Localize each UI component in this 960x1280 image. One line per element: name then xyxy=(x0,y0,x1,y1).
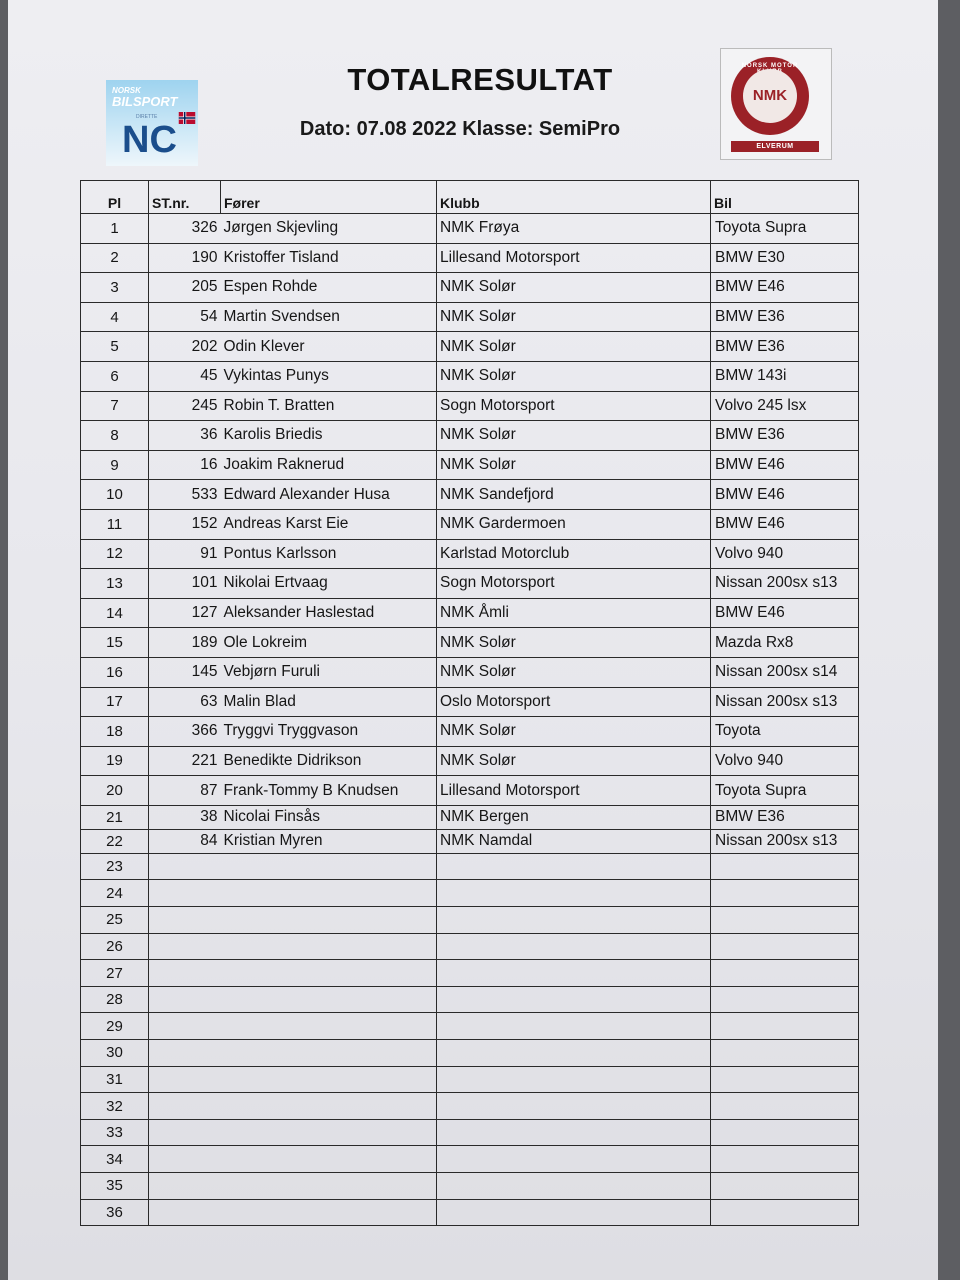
table-row-empty xyxy=(81,853,859,880)
club-cell: NMK Solør xyxy=(437,657,711,687)
place-cell: 6 xyxy=(81,361,149,391)
empty-cell xyxy=(437,933,711,960)
empty-cell xyxy=(437,1093,711,1120)
date-class-subtitle: Dato: 07.08 2022 Klasse: SemiPro xyxy=(299,118,621,140)
header-driver: Fører xyxy=(221,181,437,214)
logo-nc-mark: NC xyxy=(122,119,177,161)
car-cell: Volvo 245 lsx xyxy=(711,391,859,421)
empty-cell xyxy=(221,986,437,1013)
empty-cell xyxy=(437,1119,711,1146)
driver-cell: Kristoffer Tisland xyxy=(221,243,437,273)
logo-line3: DIRETTE xyxy=(136,114,158,120)
driver-cell: Robin T. Bratten xyxy=(221,391,437,421)
place-cell: 5 xyxy=(81,332,149,362)
start-number-cell: 189 xyxy=(149,628,221,658)
empty-cell xyxy=(221,1013,437,1040)
place-cell: 22 xyxy=(81,829,149,853)
driver-cell: Benedikte Didrikson xyxy=(221,746,437,776)
driver-cell: Pontus Karlsson xyxy=(221,539,437,569)
start-number-cell: 205 xyxy=(149,273,221,303)
driver-cell: Vykintas Punys xyxy=(221,361,437,391)
car-cell: BMW E46 xyxy=(711,480,859,510)
start-number-cell: 190 xyxy=(149,243,221,273)
table-row xyxy=(81,687,859,717)
empty-cell xyxy=(711,1146,859,1173)
place-cell: 8 xyxy=(81,421,149,451)
car-cell: Volvo 940 xyxy=(711,539,859,569)
empty-cell xyxy=(711,933,859,960)
table-row xyxy=(81,539,859,569)
driver-cell: Martin Svendsen xyxy=(221,302,437,332)
driver-cell: Joakim Raknerud xyxy=(221,450,437,480)
car-cell: BMW E36 xyxy=(711,302,859,332)
empty-cell xyxy=(221,960,437,987)
club-cell: NMK Bergen xyxy=(437,805,711,829)
table-row xyxy=(81,805,859,829)
empty-cell xyxy=(711,1199,859,1226)
place-cell: 34 xyxy=(81,1146,149,1173)
driver-cell: Karolis Briedis xyxy=(221,421,437,451)
table-row xyxy=(81,361,859,391)
driver-cell: Nikolai Ertvaag xyxy=(221,569,437,599)
place-cell: 36 xyxy=(81,1199,149,1226)
empty-cell xyxy=(149,1013,221,1040)
place-cell: 15 xyxy=(81,628,149,658)
empty-cell xyxy=(221,1146,437,1173)
table-row xyxy=(81,214,859,244)
place-cell: 7 xyxy=(81,391,149,421)
table-row xyxy=(81,509,859,539)
place-cell: 16 xyxy=(81,657,149,687)
page-title: TOTALRESULTAT xyxy=(347,62,613,97)
club-cell: NMK Solør xyxy=(437,628,711,658)
club-cell: NMK Namdal xyxy=(437,829,711,853)
empty-cell xyxy=(221,880,437,907)
table-row-empty xyxy=(81,960,859,987)
start-number-cell: 54 xyxy=(149,302,221,332)
driver-cell: Edward Alexander Husa xyxy=(221,480,437,510)
table-row xyxy=(81,569,859,599)
start-number-cell: 16 xyxy=(149,450,221,480)
empty-cell xyxy=(711,853,859,880)
place-cell: 26 xyxy=(81,933,149,960)
empty-cell xyxy=(149,880,221,907)
car-cell: BMW E30 xyxy=(711,243,859,273)
empty-cell xyxy=(149,1093,221,1120)
table-row xyxy=(81,421,859,451)
start-number-cell: 221 xyxy=(149,746,221,776)
club-cell: NMK Solør xyxy=(437,361,711,391)
table-row-empty xyxy=(81,1040,859,1067)
empty-cell xyxy=(221,1093,437,1120)
empty-cell xyxy=(149,1199,221,1226)
empty-cell xyxy=(711,1173,859,1200)
table-header-row xyxy=(81,181,859,214)
place-cell: 4 xyxy=(81,302,149,332)
header-start-number: ST.nr. xyxy=(149,181,221,214)
place-cell: 29 xyxy=(81,1013,149,1040)
place-cell: 2 xyxy=(81,243,149,273)
logo-ring-text: NORSK MOTOR xyxy=(741,63,799,69)
place-cell: 32 xyxy=(81,1093,149,1120)
empty-cell xyxy=(437,1066,711,1093)
place-cell: 20 xyxy=(81,776,149,806)
place-cell: 30 xyxy=(81,1040,149,1067)
car-cell: BMW E46 xyxy=(711,450,859,480)
car-cell: Nissan 200sx s13 xyxy=(711,569,859,599)
start-number-cell: 366 xyxy=(149,717,221,747)
start-number-cell: 202 xyxy=(149,332,221,362)
place-cell: 25 xyxy=(81,907,149,934)
club-cell: Sogn Motorsport xyxy=(437,569,711,599)
table-row-empty xyxy=(81,1173,859,1200)
club-cell: NMK Frøya xyxy=(437,214,711,244)
empty-cell xyxy=(711,1040,859,1067)
logo-line2: BILSPORT xyxy=(112,94,178,109)
place-cell: 28 xyxy=(81,986,149,1013)
place-cell: 33 xyxy=(81,1119,149,1146)
start-number-cell: 326 xyxy=(149,214,221,244)
car-cell: Toyota xyxy=(711,717,859,747)
empty-cell xyxy=(437,1173,711,1200)
table-row xyxy=(81,776,859,806)
table-row xyxy=(81,480,859,510)
table-row-empty xyxy=(81,986,859,1013)
car-cell: Nissan 200sx s13 xyxy=(711,687,859,717)
table-row-empty xyxy=(81,1199,859,1226)
start-number-cell: 84 xyxy=(149,829,221,853)
empty-cell xyxy=(149,1173,221,1200)
start-number-cell: 145 xyxy=(149,657,221,687)
table-row xyxy=(81,746,859,776)
car-cell: BMW E36 xyxy=(711,421,859,451)
empty-cell xyxy=(437,1040,711,1067)
place-cell: 31 xyxy=(81,1066,149,1093)
car-cell: Nissan 200sx s14 xyxy=(711,657,859,687)
place-cell: 27 xyxy=(81,960,149,987)
table-row-empty xyxy=(81,907,859,934)
table-row xyxy=(81,598,859,628)
logo-band-text: ELVERUM xyxy=(731,141,819,152)
empty-cell xyxy=(221,853,437,880)
empty-cell xyxy=(711,1013,859,1040)
header-car: Bil xyxy=(711,181,859,214)
club-cell: NMK Åmli xyxy=(437,598,711,628)
place-cell: 10 xyxy=(81,480,149,510)
driver-cell: Frank-Tommy B Knudsen xyxy=(221,776,437,806)
empty-cell xyxy=(149,1066,221,1093)
table-row-empty xyxy=(81,1093,859,1120)
place-cell: 19 xyxy=(81,746,149,776)
club-cell: Karlstad Motorclub xyxy=(437,539,711,569)
start-number-cell: 38 xyxy=(149,805,221,829)
place-cell: 17 xyxy=(81,687,149,717)
start-number-cell: 91 xyxy=(149,539,221,569)
car-cell: Nissan 200sx s13 xyxy=(711,829,859,853)
place-cell: 35 xyxy=(81,1173,149,1200)
empty-cell xyxy=(149,933,221,960)
header-place: Pl xyxy=(81,181,149,214)
table-row-empty xyxy=(81,1119,859,1146)
car-cell: BMW E36 xyxy=(711,332,859,362)
club-cell: Lillesand Motorsport xyxy=(437,776,711,806)
empty-cell xyxy=(149,853,221,880)
place-cell: 21 xyxy=(81,805,149,829)
table-row xyxy=(81,243,859,273)
table-row xyxy=(81,717,859,747)
driver-cell: Aleksander Haslestad xyxy=(221,598,437,628)
driver-cell: Tryggvi Tryggvason xyxy=(221,717,437,747)
table-row xyxy=(81,829,859,853)
empty-cell xyxy=(711,1093,859,1120)
table-row-empty xyxy=(81,933,859,960)
empty-cell xyxy=(221,1066,437,1093)
empty-cell xyxy=(437,907,711,934)
start-number-cell: 63 xyxy=(149,687,221,717)
driver-cell: Jørgen Skjevling xyxy=(221,214,437,244)
table-row xyxy=(81,391,859,421)
start-number-cell: 245 xyxy=(149,391,221,421)
place-cell: 24 xyxy=(81,880,149,907)
car-cell: BMW E36 xyxy=(711,805,859,829)
place-cell: 3 xyxy=(81,273,149,303)
club-cell: Lillesand Motorsport xyxy=(437,243,711,273)
empty-cell xyxy=(437,986,711,1013)
club-cell: NMK Solør xyxy=(437,717,711,747)
empty-cell xyxy=(221,933,437,960)
place-cell: 11 xyxy=(81,509,149,539)
empty-cell xyxy=(149,1040,221,1067)
start-number-cell: 87 xyxy=(149,776,221,806)
place-cell: 12 xyxy=(81,539,149,569)
empty-cell xyxy=(221,1040,437,1067)
empty-cell xyxy=(437,1013,711,1040)
empty-cell xyxy=(437,853,711,880)
empty-cell xyxy=(437,1199,711,1226)
driver-cell: Espen Rohde xyxy=(221,273,437,303)
header-club: Klubb xyxy=(437,181,711,214)
car-cell: BMW E46 xyxy=(711,598,859,628)
club-cell: Oslo Motorsport xyxy=(437,687,711,717)
table-row-empty xyxy=(81,1066,859,1093)
club-cell: NMK Solør xyxy=(437,332,711,362)
club-cell: NMK Sandefjord xyxy=(437,480,711,510)
empty-cell xyxy=(711,1119,859,1146)
empty-cell xyxy=(437,880,711,907)
driver-cell: Odin Klever xyxy=(221,332,437,362)
start-number-cell: 101 xyxy=(149,569,221,599)
nmk-elverum-logo xyxy=(720,48,832,160)
club-cell: NMK Solør xyxy=(437,746,711,776)
place-cell: 1 xyxy=(81,214,149,244)
driver-cell: Nicolai Finsås xyxy=(221,805,437,829)
results-table xyxy=(80,180,859,1226)
empty-cell xyxy=(149,986,221,1013)
empty-cell xyxy=(711,880,859,907)
logo-line1: NORSK xyxy=(112,86,141,95)
start-number-cell: 36 xyxy=(149,421,221,451)
table-row xyxy=(81,302,859,332)
car-cell: BMW E46 xyxy=(711,273,859,303)
driver-cell: Andreas Karst Eie xyxy=(221,509,437,539)
club-cell: NMK Solør xyxy=(437,273,711,303)
driver-cell: Vebjørn Furuli xyxy=(221,657,437,687)
car-cell: Toyota Supra xyxy=(711,214,859,244)
empty-cell xyxy=(221,1119,437,1146)
empty-cell xyxy=(221,1199,437,1226)
place-cell: 14 xyxy=(81,598,149,628)
empty-cell xyxy=(149,1119,221,1146)
empty-cell xyxy=(437,1146,711,1173)
logo-center-text: NMK xyxy=(743,69,797,123)
table-row xyxy=(81,628,859,658)
table-row-empty xyxy=(81,880,859,907)
driver-cell: Kristian Myren xyxy=(221,829,437,853)
empty-cell xyxy=(149,960,221,987)
table-row-empty xyxy=(81,1146,859,1173)
start-number-cell: 127 xyxy=(149,598,221,628)
table-row xyxy=(81,332,859,362)
place-cell: 18 xyxy=(81,717,149,747)
club-cell: NMK Gardermoen xyxy=(437,509,711,539)
empty-cell xyxy=(221,1173,437,1200)
car-cell: BMW 143i xyxy=(711,361,859,391)
club-cell: Sogn Motorsport xyxy=(437,391,711,421)
table-row xyxy=(81,450,859,480)
car-cell: Volvo 940 xyxy=(711,746,859,776)
car-cell: Toyota Supra xyxy=(711,776,859,806)
empty-cell xyxy=(221,907,437,934)
place-cell: 13 xyxy=(81,569,149,599)
empty-cell xyxy=(711,1066,859,1093)
car-cell: BMW E46 xyxy=(711,509,859,539)
empty-cell xyxy=(711,960,859,987)
table-row-empty xyxy=(81,1013,859,1040)
start-number-cell: 152 xyxy=(149,509,221,539)
table-row xyxy=(81,273,859,303)
place-cell: 9 xyxy=(81,450,149,480)
empty-cell xyxy=(437,960,711,987)
empty-cell xyxy=(711,986,859,1013)
club-cell: NMK Solør xyxy=(437,421,711,451)
club-cell: NMK Solør xyxy=(437,450,711,480)
driver-cell: Malin Blad xyxy=(221,687,437,717)
club-cell: NMK Solør xyxy=(437,302,711,332)
place-cell: 23 xyxy=(81,853,149,880)
empty-cell xyxy=(711,907,859,934)
empty-cell xyxy=(149,1146,221,1173)
empty-cell xyxy=(149,907,221,934)
start-number-cell: 533 xyxy=(149,480,221,510)
table-row xyxy=(81,657,859,687)
car-cell: Mazda Rx8 xyxy=(711,628,859,658)
driver-cell: Ole Lokreim xyxy=(221,628,437,658)
start-number-cell: 45 xyxy=(149,361,221,391)
